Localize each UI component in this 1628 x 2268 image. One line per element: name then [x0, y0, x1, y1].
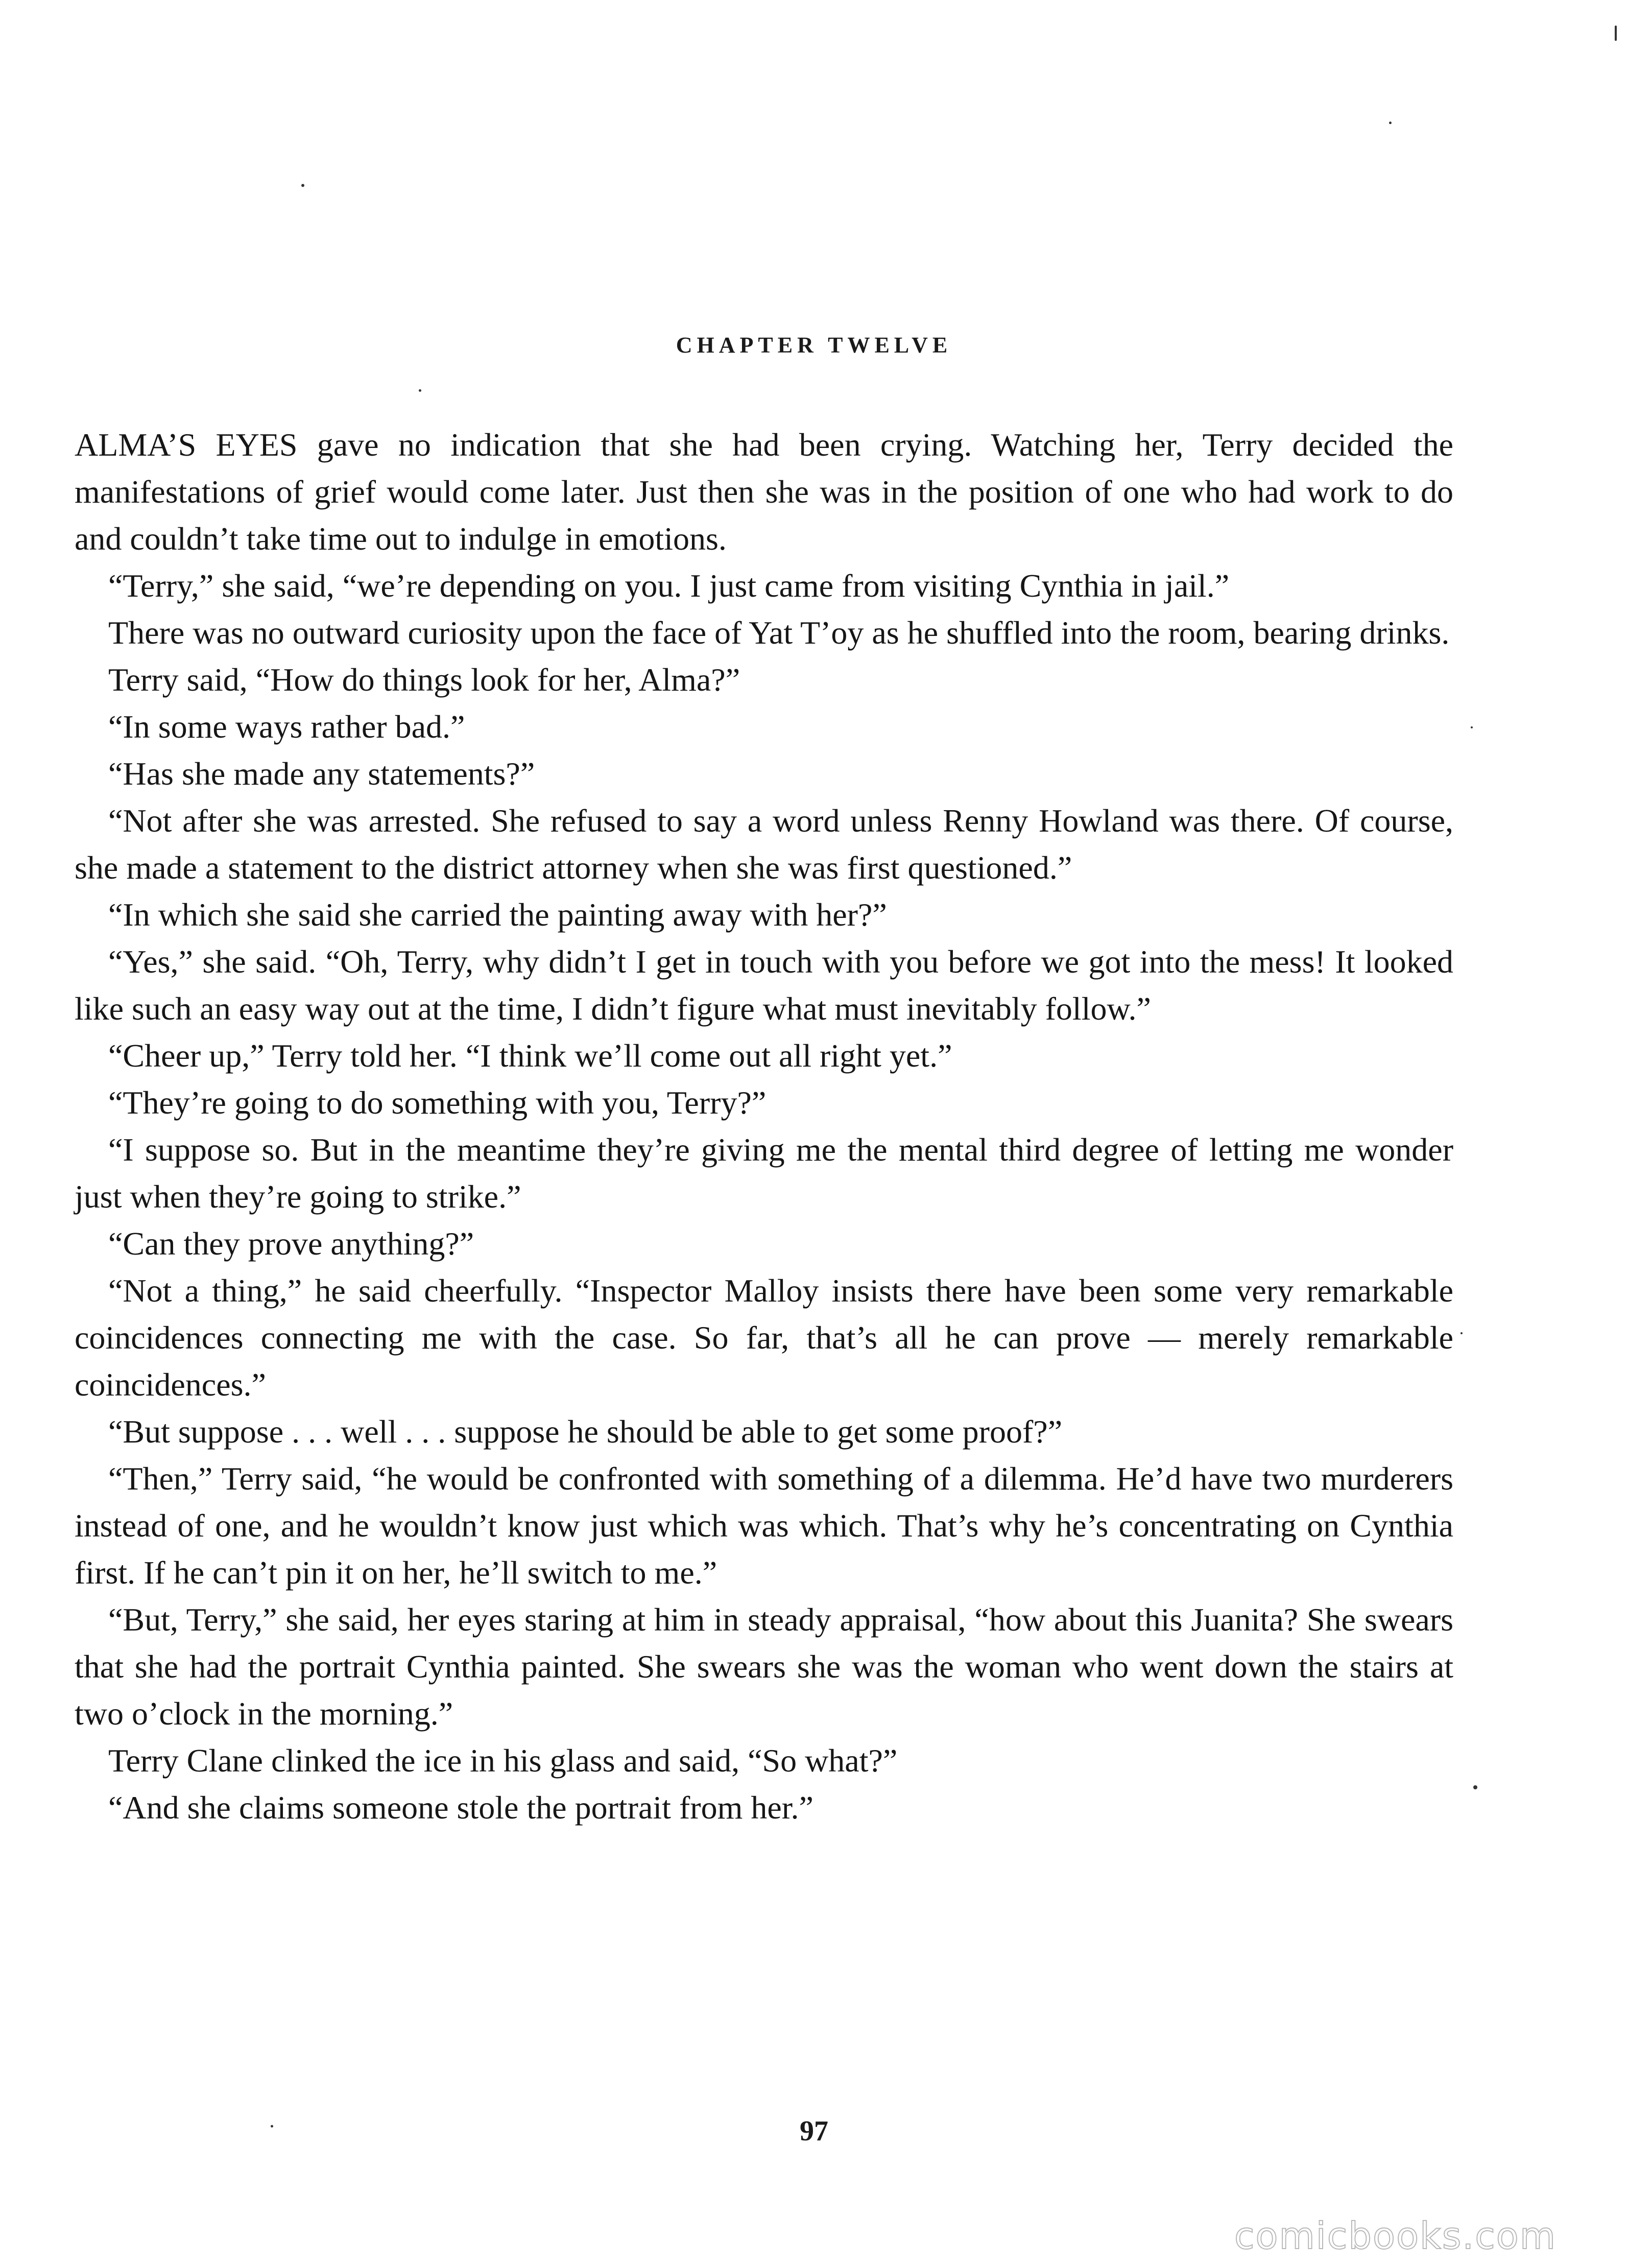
scan-speck [1473, 1785, 1477, 1789]
paragraph: “In which she said she carried the painting away with her?” [108, 896, 887, 933]
scan-speck [1615, 26, 1617, 41]
paragraph: “Yes,” she said. “Oh, Terry, why didn’t I get in touch with you before we got into the mess! It looked like such an easy way out at the time, I didn’t figure what must inevitably follow.” [75, 943, 1453, 1027]
paragraph: Terry Clane clinked the ice in his glass and said, “So what?” [108, 1742, 898, 1779]
chapter-body [75, 421, 1453, 1831]
paragraph: “Terry,” she said, “we’re depending on you. I just came from visiting Cynthia in jail.” [108, 568, 1230, 604]
scan-speck [271, 2125, 273, 2128]
paragraph: “Can they prove anything?” [108, 1225, 474, 1262]
paragraph: “Not a thing,” he said cheerfully. “Inspector Malloy insists there have been some very remarkable coincidences connecting me with the case. So far, that’s all he can prove — merely remarkable coincidences.” [75, 1272, 1453, 1403]
scan-speck [1471, 726, 1473, 728]
scan-speck [301, 184, 304, 187]
scan-speck [419, 389, 421, 392]
paragraph: “Not after she was arrested. She refused to say a word unless Renny Howland was there. Of course, she made a statement to the district attorney when she was first questioned.” [75, 802, 1453, 886]
scan-speck [1461, 1332, 1463, 1334]
paragraph: “In some ways rather bad.” [108, 708, 465, 745]
paragraph: “Then,” Terry said, “he would be confronted with something of a dilemma. He’d have two murderers instead of one, and he wouldn’t know just which was which. That’s why he’s concentrating on Cynthia first. If he can’t pin it on her, he’ll switch to me.” [75, 1460, 1453, 1591]
paragraph: There was no outward curiosity upon the face of Yat T’oy as he shuffled into the room, bearing drinks. [108, 615, 1450, 651]
paragraph: “I suppose so. But in the meantime they’re giving me the mental third degree of letting me wonder just when they’re going to strike.” [75, 1131, 1453, 1215]
paragraph: “But suppose . . . well . . . suppose he should be able to get some proof?” [108, 1413, 1063, 1450]
paragraph: ALMA’S EYES gave no indication that she had been crying. Watching her, Terry decided the manifestations of grief would come later. Just then she was in the position of one who had work to do and couldn’t take time out to indulge in emotions. [75, 427, 1453, 557]
paragraph: Terry said, “How do things look for her, Alma?” [108, 662, 740, 698]
paragraph: “Has she made any statements?” [108, 755, 535, 792]
chapter-heading: CHAPTER TWELVE [676, 333, 952, 358]
paragraph: “Cheer up,” Terry told her. “I think we’ll come out all right yet.” [108, 1037, 952, 1074]
paragraph: “They’re going to do something with you, Terry?” [108, 1084, 767, 1121]
scan-speck [1389, 122, 1392, 124]
paragraph: “But, Terry,” she said, her eyes staring at him in steady appraisal, “how about this Juanita? She swears that she had the portrait Cynthia painted. She swears she was the woman who went down the stairs at two o’clock in the morning.” [75, 1601, 1453, 1732]
paragraph: “And she claims someone stole the portrait from her.” [108, 1789, 813, 1826]
page-number: 97 [800, 2115, 828, 2147]
watermark-logo: comicbooks.com [1234, 2214, 1557, 2257]
